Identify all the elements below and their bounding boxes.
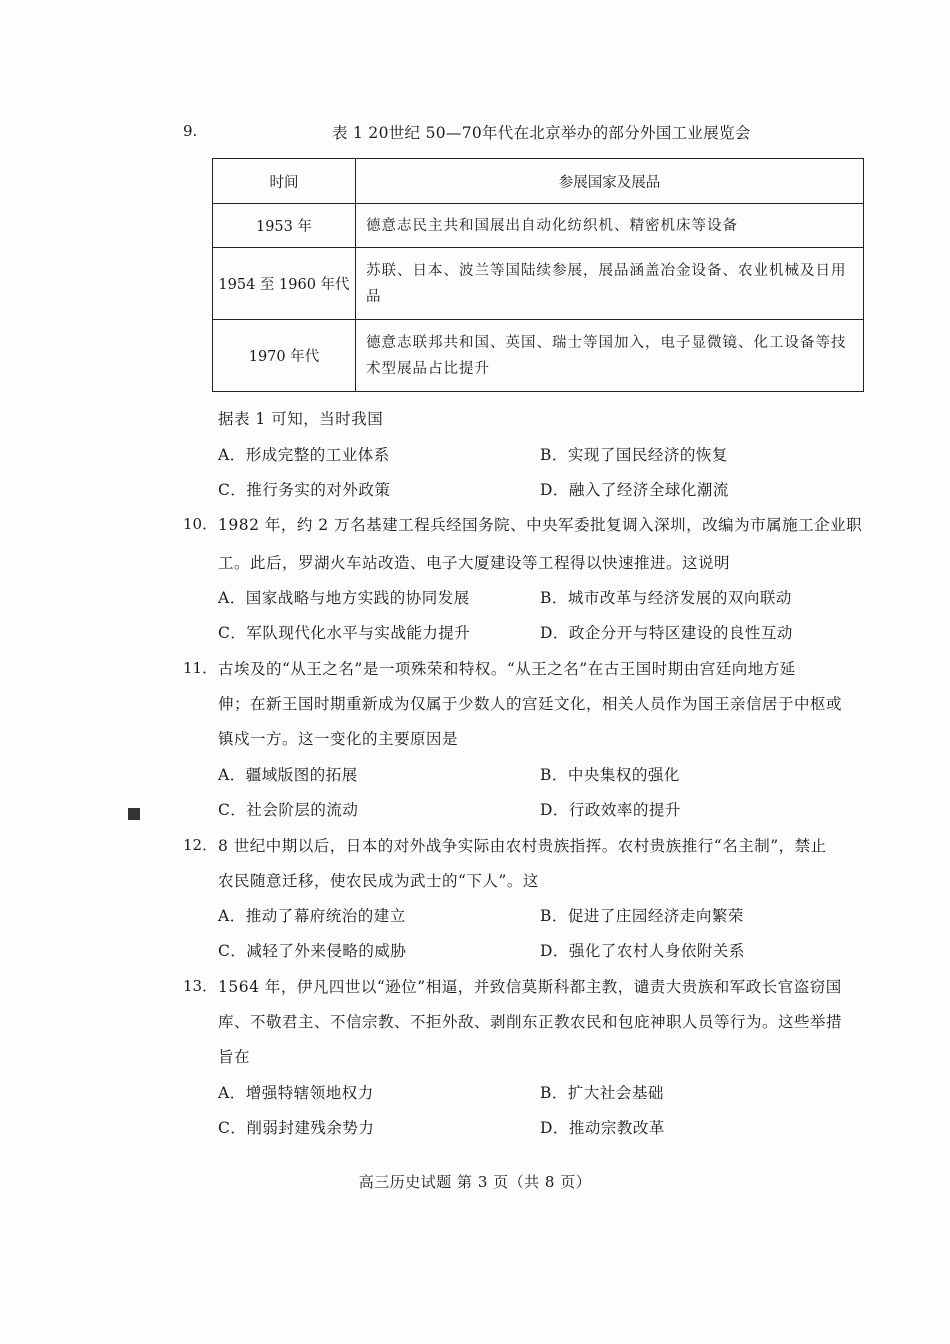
q10-line1: 1982 年，约 2 万名基建工程兵经国务院、中央军委批复调入深圳，改编为市属施工企业职	[218, 516, 863, 534]
table-row	[213, 320, 864, 392]
q9-option-d[interactable]: D．融入了经济全球化潮流	[540, 481, 729, 499]
q10-option-c[interactable]: C．军队现代化水平与实战能力提升	[218, 624, 471, 642]
q11-line1: 古埃及的“从王之名”是一项殊荣和特权。“从王之名”在古王国时期由宫廷向地方延	[218, 660, 796, 678]
q12-line1: 8 世纪中期以后，日本的对外战争实际由农村贵族指挥。农村贵族推行“名主制”，禁止	[218, 837, 827, 855]
q11-number: 11．	[183, 659, 218, 677]
q13-option-d[interactable]: D．推动宗教改革	[540, 1119, 665, 1137]
q9-option-b[interactable]: B．实现了国民经济的恢复	[540, 446, 728, 464]
q10-option-d[interactable]: D．政企分开与特区建设的良性互动	[540, 624, 793, 642]
row-desc: 德意志联邦共和国、英国、瑞士等国加入，电子显微镜、化工设备等技术型展品占比提升	[356, 320, 864, 392]
row-time: 1970 年代	[213, 320, 356, 392]
row-time: 1954 至 1960 年代	[213, 248, 356, 320]
q12-option-a[interactable]: A．推动了幕府统治的建立	[218, 907, 406, 925]
q13-option-b[interactable]: B．扩大社会基础	[540, 1084, 664, 1102]
page-footer: 高三历史试题 第 3 页（共 8 页）	[358, 1173, 592, 1191]
q13-number: 13．	[183, 977, 218, 995]
q9-option-a[interactable]: A．形成完整的工业体系	[218, 446, 390, 464]
q13-line2: 库、不敬君主、不信宗教、不拒外敌、剥削东正教农民和包庇神职人员等行为。这些举措	[218, 1013, 843, 1031]
q11-line3: 镇戍一方。这一变化的主要原因是	[218, 730, 459, 748]
table-caption: 表 1 20世纪 50—70年代在北京举办的部分外国工业展览会	[332, 124, 751, 142]
exhibition-table	[212, 158, 864, 392]
q11-option-c[interactable]: C．社会阶层的流动	[218, 801, 359, 819]
table-header-row	[213, 159, 864, 204]
q10-line2: 工。此后，罗湖火车站改造、电子大厦建设等工程得以快速推进。这说明	[218, 554, 731, 572]
q13-option-a[interactable]: A．增强特辖领地权力	[218, 1084, 374, 1102]
q13-option-c[interactable]: C．削弱封建残余势力	[218, 1119, 375, 1137]
row-time: 1953 年	[213, 204, 356, 248]
q12-number: 12．	[183, 836, 218, 854]
q12-option-b[interactable]: B．促进了庄园经济走向繁荣	[540, 907, 744, 925]
q11-option-b[interactable]: B．中央集权的强化	[540, 766, 680, 784]
q10-option-b[interactable]: B．城市改革与经济发展的双向联动	[540, 589, 792, 607]
q11-line2: 伸；在新王国时期重新成为仅属于少数人的宫廷文化，相关人员作为国王亲信居于中枢或	[218, 695, 843, 713]
table-row	[213, 248, 864, 320]
q9-option-c[interactable]: C．推行务实的对外政策	[218, 481, 391, 499]
q9-number: 9.	[183, 122, 198, 140]
q10-number: 10．	[183, 515, 218, 533]
q12-option-d[interactable]: D．强化了农村人身依附关系	[540, 942, 745, 960]
q13-line1: 1564 年，伊凡四世以“逊位”相逼，并致信莫斯科都主教，谴责大贵族和军政长官盗窃国	[218, 978, 842, 996]
header-time: 时间	[213, 159, 356, 204]
table-row	[213, 204, 864, 248]
q11-option-d[interactable]: D．行政效率的提升	[540, 801, 681, 819]
q9-stem: 据表 1 可知，当时我国	[218, 410, 384, 428]
q12-option-c[interactable]: C．减轻了外来侵略的威胁	[218, 942, 407, 960]
row-desc: 苏联、日本、波兰等国陆续参展，展品涵盖冶金设备、农业机械及日用品	[356, 248, 864, 320]
q12-line2: 农民随意迁移，使农民成为武士的“下人”。这	[218, 872, 539, 890]
row-desc: 德意志民主共和国展出自动化纺织机、精密机床等设备	[356, 204, 864, 248]
header-country-items: 参展国家及展品	[356, 159, 864, 204]
scan-mark	[128, 808, 140, 820]
q11-option-a[interactable]: A．疆域版图的拓展	[218, 766, 358, 784]
q10-option-a[interactable]: A．国家战略与地方实践的协同发展	[218, 589, 470, 607]
q13-line3: 旨在	[218, 1048, 251, 1066]
